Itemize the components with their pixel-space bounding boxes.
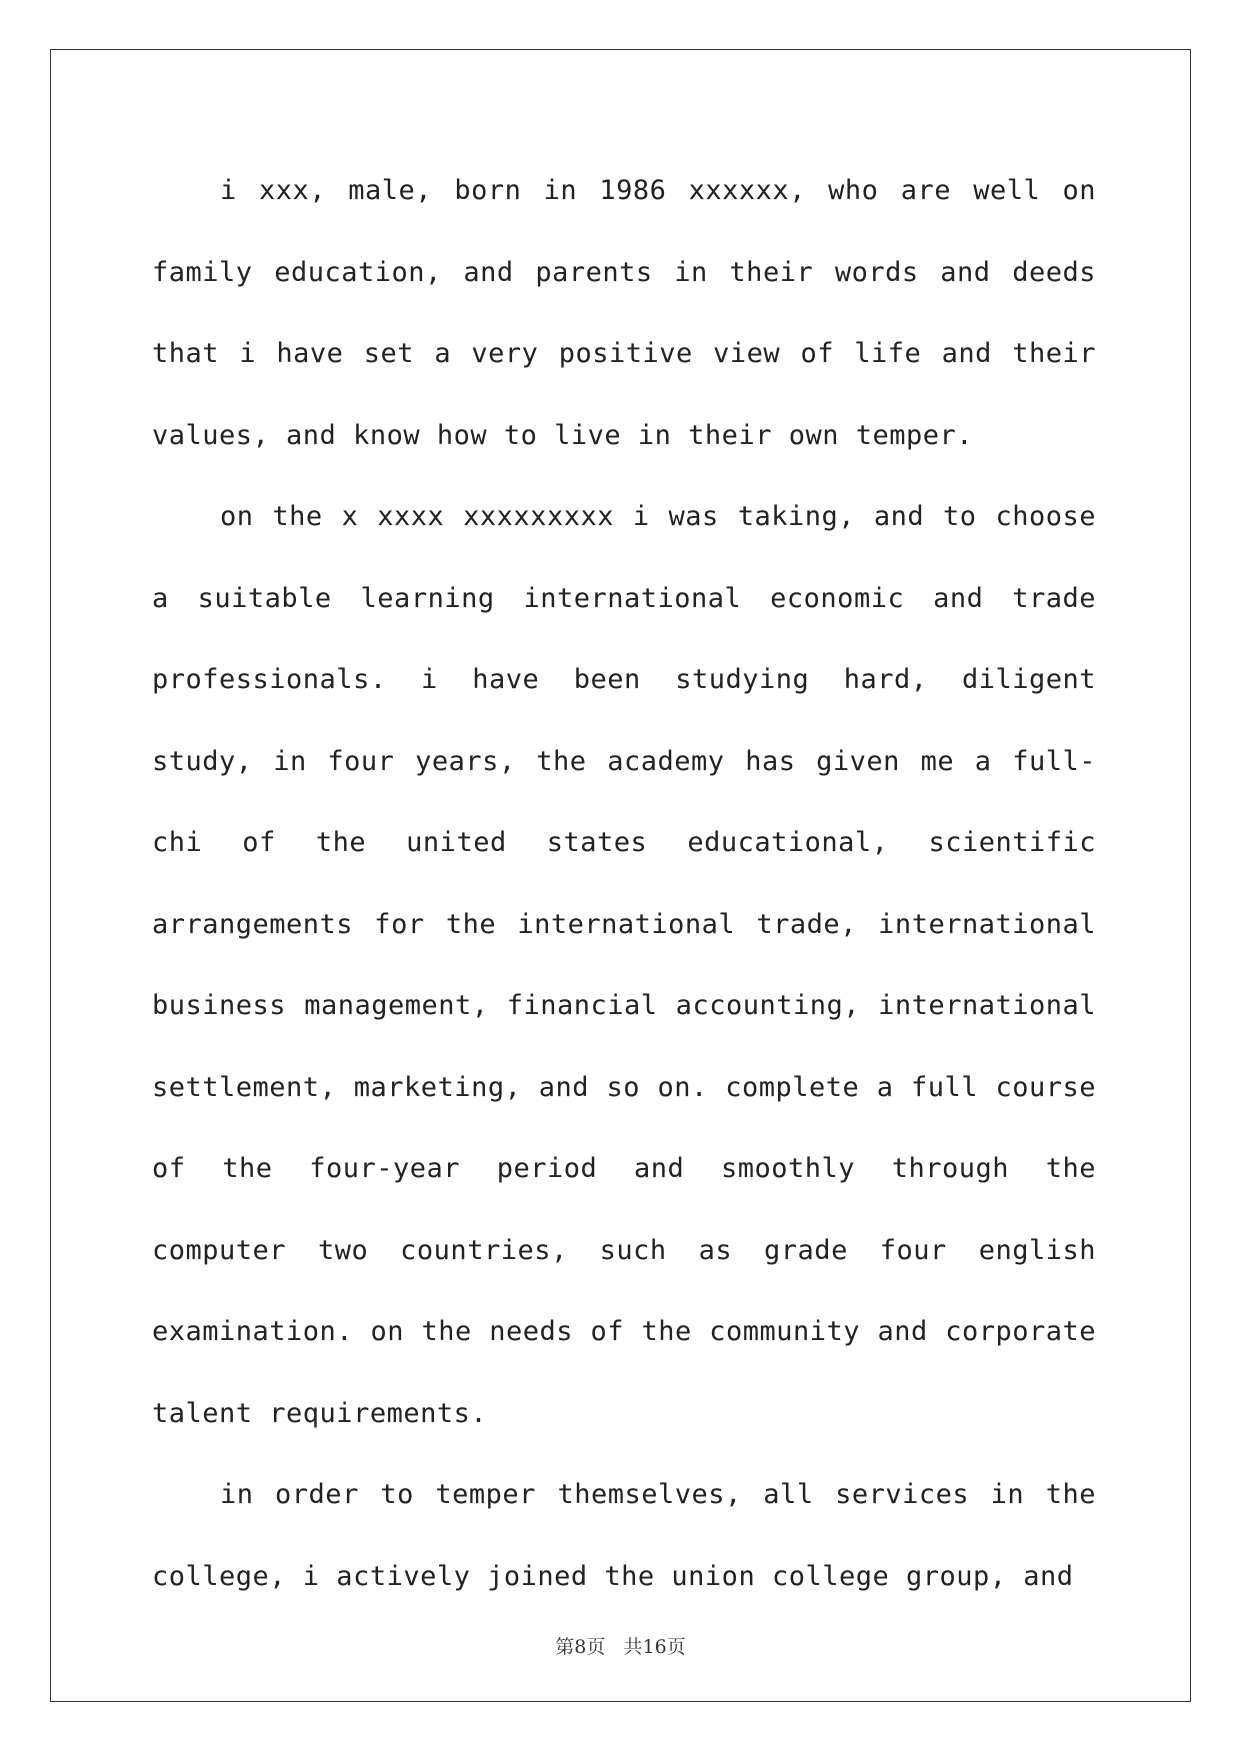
footer-gap: [605, 1636, 623, 1658]
paragraph-2: on the x xxxx xxxxxxxxx i was taking, and to choose a suitable learning international economic and trade professionals. i have been studying hard, diligent study, in four years, the academy has given me a full-chi of the united states educational, scientific arrangements for the international trade, international business management, financial accounting, international settlement, marketing, and so on. complete a full course of the four-year period and smoothly through the computer two countries, such as grade four english examination. on the needs of the community and corporate talent requirements.: [152, 501, 1096, 1429]
document-body: [152, 150, 1096, 1617]
page-total: 共16页: [623, 1636, 686, 1658]
paragraph-1: i xxx, male, born in 1986 xxxxxx, who are well on family education, and parents in their words and deeds that i have set a very positive view of life and their values, and know how to live in their own temper.: [152, 175, 1096, 451]
paragraph-3: in order to temper themselves, all services in the college, i actively joined the union college group, and: [152, 1479, 1096, 1592]
page-footer: [0, 1632, 1241, 1659]
page-number: 第8页: [555, 1636, 606, 1658]
